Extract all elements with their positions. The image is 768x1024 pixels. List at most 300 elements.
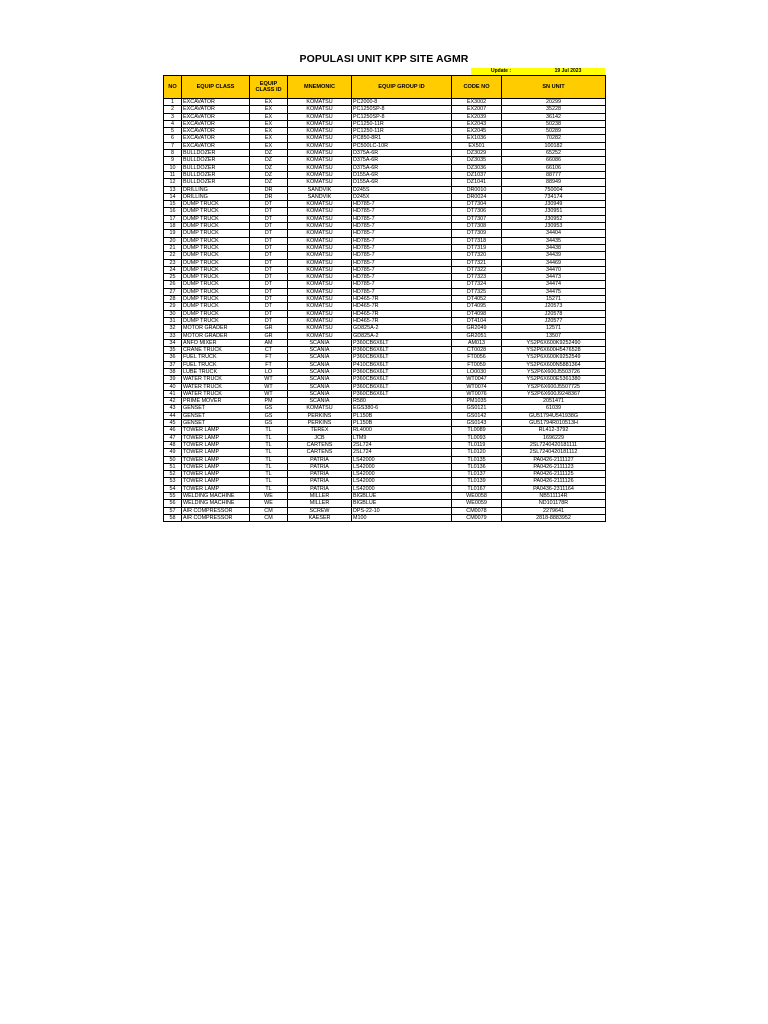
cell-equip-class-id: GR	[250, 332, 288, 339]
cell-no: 13	[164, 186, 182, 193]
cell-equip-class: PRIME MOVER	[182, 398, 250, 405]
cell-equip-class-id: DT	[250, 266, 288, 273]
cell-no: 44	[164, 412, 182, 419]
cell-equip-class-id: DT	[250, 281, 288, 288]
cell-mnemonic: KOMATSU	[288, 310, 352, 317]
cell-code-no: DT7307	[452, 215, 502, 222]
cell-sn-unit: 750004	[502, 186, 606, 193]
cell-code-no: EX501	[452, 142, 502, 149]
table-row	[164, 434, 606, 441]
cell-sn-unit: 66106	[502, 164, 606, 171]
cell-equip-group-id: PL150B	[352, 412, 452, 419]
cell-mnemonic: KOMATSU	[288, 171, 352, 178]
cell-equip-class-id: WT	[250, 383, 288, 390]
cell-no: 7	[164, 142, 182, 149]
cell-equip-group-id: P360CB6X6LT	[352, 376, 452, 383]
update-row	[163, 68, 605, 75]
cell-mnemonic: MILLER	[288, 500, 352, 507]
cell-equip-group-id: D155A-6R	[352, 179, 452, 186]
cell-no: 41	[164, 390, 182, 397]
cell-no: 51	[164, 463, 182, 470]
cell-equip-class: GENSET	[182, 412, 250, 419]
cell-equip-group-id: HD785-7	[352, 208, 452, 215]
cell-code-no: DZ3035	[452, 157, 502, 164]
cell-equip-group-id: 2SL724	[352, 449, 452, 456]
cell-mnemonic: KOMATSU	[288, 266, 352, 273]
cell-code-no: PM1035	[452, 398, 502, 405]
cell-mnemonic: SCANIA	[288, 368, 352, 375]
cell-no: 45	[164, 420, 182, 427]
cell-mnemonic: SANDVIK	[288, 193, 352, 200]
table-row	[164, 201, 606, 208]
cell-sn-unit: 35228	[502, 106, 606, 113]
cell-code-no: GS0143	[452, 420, 502, 427]
cell-equip-class-id: EX	[250, 128, 288, 135]
cell-equip-class-id: WE	[250, 493, 288, 500]
cell-no: 23	[164, 259, 182, 266]
table-row	[164, 244, 606, 251]
cell-code-no: CM0079	[452, 514, 502, 521]
cell-code-no: CM0078	[452, 507, 502, 514]
cell-mnemonic: SCANIA	[288, 376, 352, 383]
cell-sn-unit: 15271	[502, 296, 606, 303]
cell-equip-class: MOTOR GRADER	[182, 332, 250, 339]
cell-equip-class-id: DT	[250, 230, 288, 237]
cell-code-no: TL0089	[452, 427, 502, 434]
cell-equip-class-id: GS	[250, 405, 288, 412]
cell-mnemonic: KOMATSU	[288, 259, 352, 266]
cell-equip-class: MOTOR GRADER	[182, 325, 250, 332]
cell-no: 42	[164, 398, 182, 405]
cell-mnemonic: CARTENS	[288, 449, 352, 456]
cell-equip-class-id: CT	[250, 347, 288, 354]
cell-code-no: EX2039	[452, 113, 502, 120]
cell-equip-group-id: D245X	[352, 193, 452, 200]
cell-code-no: EX1036	[452, 135, 502, 142]
table-row	[164, 135, 606, 142]
cell-equip-class: DUMP TRUCK	[182, 266, 250, 273]
cell-mnemonic: JCB	[288, 434, 352, 441]
cell-no: 6	[164, 135, 182, 142]
cell-no: 54	[164, 485, 182, 492]
cell-mnemonic: KOMATSU	[288, 303, 352, 310]
cell-sn-unit: 13507	[502, 332, 606, 339]
cell-sn-unit: 2SL7240420181112	[502, 449, 606, 456]
cell-code-no: GS0142	[452, 412, 502, 419]
unit-population-table	[163, 75, 606, 522]
cell-mnemonic: PATRIA	[288, 471, 352, 478]
table-row	[164, 514, 606, 521]
cell-equip-group-id: P360CB6X6LT	[352, 354, 452, 361]
cell-code-no: EX2045	[452, 128, 502, 135]
cell-equip-class: TOWER LAMP	[182, 434, 250, 441]
cell-sn-unit: YS2P6X600H5476528	[502, 347, 606, 354]
table-row	[164, 252, 606, 259]
cell-equip-class: BULLDOZER	[182, 157, 250, 164]
cell-equip-group-id: LS42000	[352, 456, 452, 463]
table-row	[164, 215, 606, 222]
table-row	[164, 412, 606, 419]
cell-equip-class-id: DZ	[250, 150, 288, 157]
cell-equip-class-id: GS	[250, 412, 288, 419]
cell-code-no: DZ3036	[452, 164, 502, 171]
cell-equip-class-id: DT	[250, 237, 288, 244]
cell-equip-class: BULLDOZER	[182, 179, 250, 186]
cell-sn-unit: PA0436-2311164	[502, 485, 606, 492]
cell-equip-class-id: TL	[250, 478, 288, 485]
header-equip-class: EQUIP CLASS	[182, 76, 250, 99]
cell-equip-class: CRANE TRUCK	[182, 347, 250, 354]
cell-equip-class: EXCAVATOR	[182, 99, 250, 106]
cell-no: 9	[164, 157, 182, 164]
cell-equip-class-id: CM	[250, 514, 288, 521]
cell-equip-group-id: PC1250SP-8	[352, 106, 452, 113]
table-row	[164, 128, 606, 135]
cell-mnemonic: SCANIA	[288, 398, 352, 405]
cell-code-no: DT4095	[452, 303, 502, 310]
cell-mnemonic: KOMATSU	[288, 288, 352, 295]
cell-equip-group-id: HD785-7	[352, 201, 452, 208]
cell-sn-unit: 66086	[502, 157, 606, 164]
cell-equip-group-id: PC850-8R1	[352, 135, 452, 142]
cell-code-no: DT7320	[452, 252, 502, 259]
cell-sn-unit: J20577	[502, 317, 606, 324]
cell-sn-unit: 2279641	[502, 507, 606, 514]
cell-equip-class: EXCAVATOR	[182, 113, 250, 120]
cell-equip-class-id: TL	[250, 449, 288, 456]
table-row	[164, 179, 606, 186]
page-title: POPULASI UNIT KPP SITE AGMR	[299, 53, 469, 65]
cell-code-no: TL0120	[452, 449, 502, 456]
table-row	[164, 347, 606, 354]
cell-code-no: LO0030	[452, 368, 502, 375]
cell-mnemonic: KOMATSU	[288, 325, 352, 332]
cell-sn-unit: 34439	[502, 252, 606, 259]
cell-sn-unit: 34435	[502, 237, 606, 244]
cell-no: 48	[164, 441, 182, 448]
table-row	[164, 478, 606, 485]
cell-equip-class: BULLDOZER	[182, 150, 250, 157]
cell-code-no: WE0058	[452, 493, 502, 500]
table-row	[164, 193, 606, 200]
cell-equip-class: AIR COMPRESSOR	[182, 507, 250, 514]
cell-code-no: DT4098	[452, 310, 502, 317]
cell-sn-unit: NB511114R	[502, 493, 606, 500]
cell-no: 36	[164, 354, 182, 361]
table-header-row	[164, 76, 606, 99]
cell-equip-class: TOWER LAMP	[182, 441, 250, 448]
cell-no: 29	[164, 303, 182, 310]
cell-sn-unit: 100182	[502, 142, 606, 149]
cell-code-no: DT7322	[452, 266, 502, 273]
cell-equip-group-id: HD785-7	[352, 237, 452, 244]
cell-no: 11	[164, 171, 182, 178]
cell-equip-class: DUMP TRUCK	[182, 317, 250, 324]
cell-mnemonic: KOMATSU	[288, 296, 352, 303]
cell-equip-group-id: M100	[352, 514, 452, 521]
cell-mnemonic: KOMATSU	[288, 208, 352, 215]
table-row	[164, 507, 606, 514]
table-row	[164, 376, 606, 383]
cell-no: 38	[164, 368, 182, 375]
cell-equip-group-id: HD785-7	[352, 288, 452, 295]
cell-code-no: GR2051	[452, 332, 502, 339]
cell-no: 50	[164, 456, 182, 463]
cell-no: 5	[164, 128, 182, 135]
cell-code-no: TL0167	[452, 485, 502, 492]
cell-equip-group-id: P410CB6X6LT	[352, 361, 452, 368]
cell-sn-unit: J30949	[502, 201, 606, 208]
cell-equip-class-id: DT	[250, 252, 288, 259]
header-equip-group-id: EQUIP GROUP ID	[352, 76, 452, 99]
cell-code-no: FT0056	[452, 354, 502, 361]
cell-equip-class-id: DR	[250, 193, 288, 200]
cell-equip-group-id: LS42000	[352, 478, 452, 485]
cell-equip-class: BULLDOZER	[182, 164, 250, 171]
cell-mnemonic: KOMATSU	[288, 135, 352, 142]
table-row	[164, 339, 606, 346]
table-row	[164, 120, 606, 127]
cell-sn-unit: J30951	[502, 208, 606, 215]
cell-equip-class-id: EX	[250, 142, 288, 149]
cell-sn-unit: 34469	[502, 259, 606, 266]
table-row	[164, 259, 606, 266]
cell-equip-class: DUMP TRUCK	[182, 223, 250, 230]
cell-no: 20	[164, 237, 182, 244]
table-row	[164, 281, 606, 288]
cell-equip-class-id: EX	[250, 135, 288, 142]
cell-equip-class: TOWER LAMP	[182, 463, 250, 470]
cell-no: 28	[164, 296, 182, 303]
cell-mnemonic: KOMATSU	[288, 274, 352, 281]
table-row	[164, 485, 606, 492]
cell-equip-class-id: DZ	[250, 157, 288, 164]
cell-equip-class: WATER TRUCK	[182, 383, 250, 390]
cell-equip-class-id: DT	[250, 288, 288, 295]
cell-code-no: DT7325	[452, 288, 502, 295]
table-row	[164, 150, 606, 157]
table-row	[164, 113, 606, 120]
cell-code-no: GR2049	[452, 325, 502, 332]
cell-equip-class-id: DT	[250, 317, 288, 324]
cell-no: 33	[164, 332, 182, 339]
table-row	[164, 317, 606, 324]
cell-no: 1	[164, 99, 182, 106]
cell-equip-class-id: DZ	[250, 164, 288, 171]
table-row	[164, 456, 606, 463]
cell-code-no: GS0121	[452, 405, 502, 412]
cell-mnemonic: KOMATSU	[288, 230, 352, 237]
cell-code-no: TL0119	[452, 441, 502, 448]
cell-code-no: TL0136	[452, 463, 502, 470]
cell-equip-class: GENSET	[182, 420, 250, 427]
cell-equip-class-id: TL	[250, 485, 288, 492]
table-row	[164, 398, 606, 405]
cell-mnemonic: SCANIA	[288, 383, 352, 390]
cell-sn-unit: 34470	[502, 266, 606, 273]
cell-sn-unit: 61039	[502, 405, 606, 412]
cell-equip-group-id: D375A-6R	[352, 164, 452, 171]
cell-code-no: DT7324	[452, 281, 502, 288]
cell-no: 17	[164, 215, 182, 222]
cell-code-no: DT7306	[452, 208, 502, 215]
cell-equip-group-id: GD825A-2	[352, 325, 452, 332]
cell-equip-class-id: DT	[250, 303, 288, 310]
cell-code-no: DT7323	[452, 274, 502, 281]
cell-equip-group-id: LS42000	[352, 463, 452, 470]
cell-mnemonic: KOMATSU	[288, 150, 352, 157]
table-row	[164, 500, 606, 507]
cell-equip-group-id: HD465-7R	[352, 296, 452, 303]
cell-equip-class-id: TL	[250, 434, 288, 441]
cell-mnemonic: KOMATSU	[288, 120, 352, 127]
cell-equip-class-id: FT	[250, 354, 288, 361]
cell-no: 56	[164, 500, 182, 507]
cell-equip-class-id: EX	[250, 120, 288, 127]
cell-equip-class: AIR COMPRESSOR	[182, 514, 250, 521]
table-row	[164, 164, 606, 171]
cell-sn-unit: RL412-3792	[502, 427, 606, 434]
cell-equip-class: FUEL TRUCK	[182, 361, 250, 368]
cell-mnemonic: PERKINS	[288, 420, 352, 427]
cell-equip-class: TOWER LAMP	[182, 456, 250, 463]
table-row	[164, 354, 606, 361]
table-row	[164, 310, 606, 317]
cell-no: 39	[164, 376, 182, 383]
cell-sn-unit: 34473	[502, 274, 606, 281]
table-row	[164, 449, 606, 456]
table-row	[164, 237, 606, 244]
cell-sn-unit: PA0426-2111125	[502, 471, 606, 478]
cell-sn-unit: 2051471	[502, 398, 606, 405]
cell-sn-unit: ND101178R	[502, 500, 606, 507]
cell-equip-class-id: TL	[250, 463, 288, 470]
cell-no: 47	[164, 434, 182, 441]
cell-equip-class: TOWER LAMP	[182, 471, 250, 478]
update-date: 19 Jul 2023	[531, 68, 605, 75]
cell-code-no: AM013	[452, 339, 502, 346]
cell-no: 10	[164, 164, 182, 171]
cell-equip-class: WELDING MACHINE	[182, 493, 250, 500]
cell-equip-group-id: HD465-7R	[352, 310, 452, 317]
table-row	[164, 208, 606, 215]
cell-no: 26	[164, 281, 182, 288]
cell-equip-group-id: R580	[352, 398, 452, 405]
cell-equip-group-id: HD785-7	[352, 244, 452, 251]
cell-no: 16	[164, 208, 182, 215]
table-row	[164, 332, 606, 339]
cell-no: 4	[164, 120, 182, 127]
cell-no: 21	[164, 244, 182, 251]
cell-sn-unit: YS2P6X600K9252549	[502, 354, 606, 361]
cell-no: 46	[164, 427, 182, 434]
cell-equip-class: EXCAVATOR	[182, 106, 250, 113]
header-code-no: CODE NO	[452, 76, 502, 99]
cell-equip-class: DUMP TRUCK	[182, 296, 250, 303]
cell-equip-class-id: EX	[250, 99, 288, 106]
cell-code-no: DT7308	[452, 223, 502, 230]
cell-mnemonic: MILLER	[288, 493, 352, 500]
cell-sn-unit: PA0426-2111126	[502, 478, 606, 485]
cell-equip-class: EXCAVATOR	[182, 128, 250, 135]
cell-equip-class: WATER TRUCK	[182, 376, 250, 383]
cell-no: 52	[164, 471, 182, 478]
cell-equip-class-id: FT	[250, 361, 288, 368]
cell-code-no: DR0010	[452, 186, 502, 193]
table-row	[164, 106, 606, 113]
table-row	[164, 368, 606, 375]
header-sn-unit: SN UNIT	[502, 76, 606, 99]
cell-equip-class: EXCAVATOR	[182, 142, 250, 149]
cell-no: 8	[164, 150, 182, 157]
cell-equip-class: DRILLING	[182, 186, 250, 193]
cell-equip-class: BULLDOZER	[182, 171, 250, 178]
cell-equip-group-id: HD785-7	[352, 252, 452, 259]
cell-equip-class: GENSET	[182, 405, 250, 412]
cell-equip-group-id: HD785-7	[352, 215, 452, 222]
cell-equip-class: LUBE TRUCK	[182, 368, 250, 375]
cell-sn-unit: 88777	[502, 171, 606, 178]
cell-equip-class-id: TL	[250, 441, 288, 448]
cell-code-no: DZ1037	[452, 171, 502, 178]
cell-code-no: DT7304	[452, 201, 502, 208]
table-row	[164, 223, 606, 230]
cell-equip-class-id: DT	[250, 259, 288, 266]
cell-equip-class-id: GS	[250, 420, 288, 427]
cell-equip-class-id: EX	[250, 106, 288, 113]
cell-equip-group-id: PL150B	[352, 420, 452, 427]
cell-equip-group-id: D375A-6R	[352, 150, 452, 157]
cell-sn-unit: GU51794R010513H	[502, 420, 606, 427]
cell-equip-class-id: DT	[250, 296, 288, 303]
table-row	[164, 186, 606, 193]
cell-mnemonic: PERKINS	[288, 412, 352, 419]
cell-no: 18	[164, 223, 182, 230]
cell-equip-class: EXCAVATOR	[182, 135, 250, 142]
cell-equip-group-id: HD785-7	[352, 266, 452, 273]
cell-code-no: DR0024	[452, 193, 502, 200]
cell-equip-class: WATER TRUCK	[182, 390, 250, 397]
cell-mnemonic: KOMATSU	[288, 128, 352, 135]
cell-no: 43	[164, 405, 182, 412]
cell-mnemonic: SCANIA	[288, 361, 352, 368]
cell-code-no: DZ3029	[452, 150, 502, 157]
table-row	[164, 230, 606, 237]
cell-equip-class-id: DT	[250, 274, 288, 281]
cell-equip-class-id: TL	[250, 427, 288, 434]
cell-equip-class-id: CM	[250, 507, 288, 514]
cell-no: 24	[164, 266, 182, 273]
cell-no: 55	[164, 493, 182, 500]
cell-mnemonic: KOMATSU	[288, 179, 352, 186]
cell-mnemonic: SCREW	[288, 507, 352, 514]
cell-equip-group-id: D155A-6R	[352, 171, 452, 178]
cell-no: 53	[164, 478, 182, 485]
cell-equip-class: DUMP TRUCK	[182, 252, 250, 259]
cell-equip-class: TOWER LAMP	[182, 485, 250, 492]
cell-sn-unit: 2818-8883952	[502, 514, 606, 521]
cell-code-no: EX3002	[452, 99, 502, 106]
cell-equip-class: DUMP TRUCK	[182, 281, 250, 288]
cell-mnemonic: SCANIA	[288, 347, 352, 354]
cell-sn-unit: 34474	[502, 281, 606, 288]
cell-equip-group-id: P360CB6X6LT	[352, 339, 452, 346]
cell-code-no: DT7321	[452, 259, 502, 266]
cell-no: 37	[164, 361, 182, 368]
update-label: Update :	[471, 68, 531, 75]
cell-no: 49	[164, 449, 182, 456]
cell-sn-unit: 88949	[502, 179, 606, 186]
